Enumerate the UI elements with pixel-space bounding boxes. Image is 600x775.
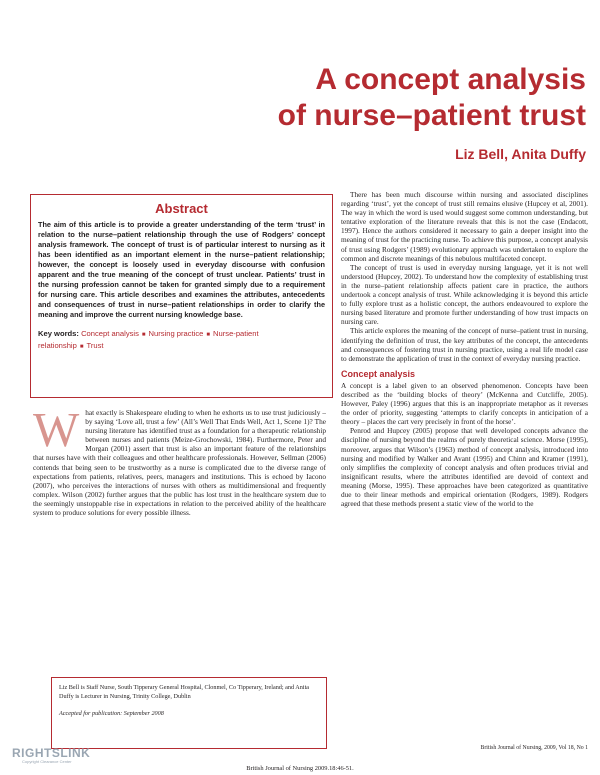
body-paragraph: The concept of trust is used in everyday nursing language, yet it is not well understood (Hupcey, 2002). To understand how the complexity of establishing trust in the nurse–patient relationship affects patient care in practice, the authors undertook a concept analysis of trust. While acknowledging it is beyond this article to fully explore trust as a holistic concept, the authors endeavoured to explore the nursing based literature and promote further understanding of how trust impacts on nursing care. xyxy=(341,262,588,327)
journal-footer: British Journal of Nursing, 2009, Vol 18, No 1 xyxy=(480,745,588,751)
author-bio: Liz Bell is Staff Nurse, South Tipperary General Hospital, Clonmel, Co Tipperary, Ireland; and Anita Duffy is Lecturer in Nursing, Trinity College, Dublin xyxy=(59,684,310,700)
square-bullet-icon: ■ xyxy=(206,332,211,338)
keywords-label: Key words: xyxy=(38,329,79,338)
square-bullet-icon: ■ xyxy=(79,343,84,350)
square-bullet-icon: ■ xyxy=(141,332,146,338)
article-title xyxy=(66,62,586,134)
body-paragraph: Penrod and Hupcey (2005) propose that well developed concepts advance the discipline of nursing beyond the realms of purely theoretical science. Morse (1995), moreover, argues that Wilson’s (1963) method of concept analysis, introduced into nursing and modified by Walker and Avant (1995) and Chinn and Kramer (1991), only simplifies the complexity of concept analysis and often produces trivial and insignificant results, where the attributes identified are devoid of context and meaning (Morse, 1995). These approaches have been categorized as quantitative due to their linear methods and empirical orientation (Rodgers, 1989). Rodgers agreed that these methods present a static view of the world to the xyxy=(341,426,588,509)
keyword-item: Nursing practice xyxy=(148,329,204,338)
section-heading-concept-analysis: Concept analysis xyxy=(341,368,416,379)
title-line-1: A concept analysis xyxy=(315,63,586,96)
accepted-date: Accepted for publication: September 2008 xyxy=(59,710,164,718)
right-column xyxy=(341,190,588,756)
abstract-heading: Abstract xyxy=(155,201,208,216)
left-column xyxy=(33,408,326,670)
keyword-item: Trust xyxy=(86,340,104,350)
body-paragraph: There has been much discourse within nursing and associated disciplines regarding ‘trust’, yet the concept of trust still remains elusive (Hupcey et al, 2001). The way in which the word is used would suggest some common understanding, but tentative exploration of the literature reveals that this is not the case (Endacott, 1997). Hence the authors considered it necessary to gain a deeper insight into the meaning of trust for the practicing nurse. To achieve this purpose, a concept analysis of trust using Rodgers’ (1989) evolutionary approach was undertaken to explore the common and discrete meanings of this nebulous multifaceted concept. xyxy=(341,190,588,263)
abstract-box xyxy=(30,194,333,398)
intro-paragraph: hat exactly is Shakespeare eluding to when he exhorts us to use trust judiciously – by saying ‘Love all, trust a few’ (All’s Well That Ends Well, Act 1, Scene 1)? The nursing literature has identified trust as a foundation for a therapeutic relationship between nurses and patients (Meize-Grochowski, 1984). Furthermore, Peter and Morgan (2001) assert that trust is also an important feature of the relationships that nurses have with their colleagues and other healthcare professionals. However, Sellman (2006) contends that being seen to be trustworthy as a nurse is complicated due to the diverse range of expectations from patients, relatives, peers, managers and institutions. This is echoed by Iacono (2007), who perceives the interactions of nurses with others as multidimensional and frequently complex. Wilson (2002) further argues that the public has lost trust in the healthcare system due to the seemingly unstoppable rise in expectations in relation to the perceived ability of the healthcare system to produce solutions for every possible illness. xyxy=(33,408,326,518)
drop-cap: W xyxy=(33,408,80,457)
rightslink-logo[interactable]: RIGHTSLINK xyxy=(12,746,91,760)
rightslink-logo-subtitle: Copyright Clearance Center xyxy=(22,759,72,764)
keyword-item: Concept analysis xyxy=(81,329,139,338)
body-paragraph: This article explores the meaning of the concept of nurse–patient trust in nursing, identifying the definition of trust, the key attributes of the concept, the antecedents and consequences of fostering trust in nursing practice, using a real life model case to demonstrate the application of trust in the context of everyday nursing practice. xyxy=(341,326,588,363)
title-line-2: of nurse–patient trust xyxy=(277,99,586,132)
citation-footer: British Journal of Nursing 2009.18:46-51. xyxy=(246,765,354,772)
author-names: Liz Bell, Anita Duffy xyxy=(455,146,586,162)
abstract-text: The aim of this article is to provide a greater understanding of the term ‘trust’ in relation to the nurse–patient relationship through the use of Rodgers’ concept analysis framework. The concept of trust is of particular interest to nursing as it has been identified as an important element in the nurse–patient relationship; however, the concept is loosely used in everyday discourse with confusion apparent and the true meaning of the concept of trust unclear. Patients’ trust in the nursing profession cannot be taken for granted simply due to a requirement for nursing care. This article describes and examines the attributes, antecedents and consequences of trust in nurse–patient relationships in order to clarify the meaning and improve the current nursing knowledge base. xyxy=(38,220,325,319)
author-bio-box xyxy=(51,677,327,749)
keyword-item: Nurse-patient relationship xyxy=(38,329,259,350)
body-paragraph: A concept is a label given to an observed phenomenon. Concepts have been described as the ‘building blocks of theory’ (McKenna and Cutcliffe, 2005). However, Paley (1996) argues that this is an inappropriate metaphor as it reverses the order of priority, suggesting ‘attempts to clarify concepts in anticipation of a theory – places the cart very precisely in front of the horse’. xyxy=(341,380,588,427)
keywords xyxy=(38,329,325,352)
